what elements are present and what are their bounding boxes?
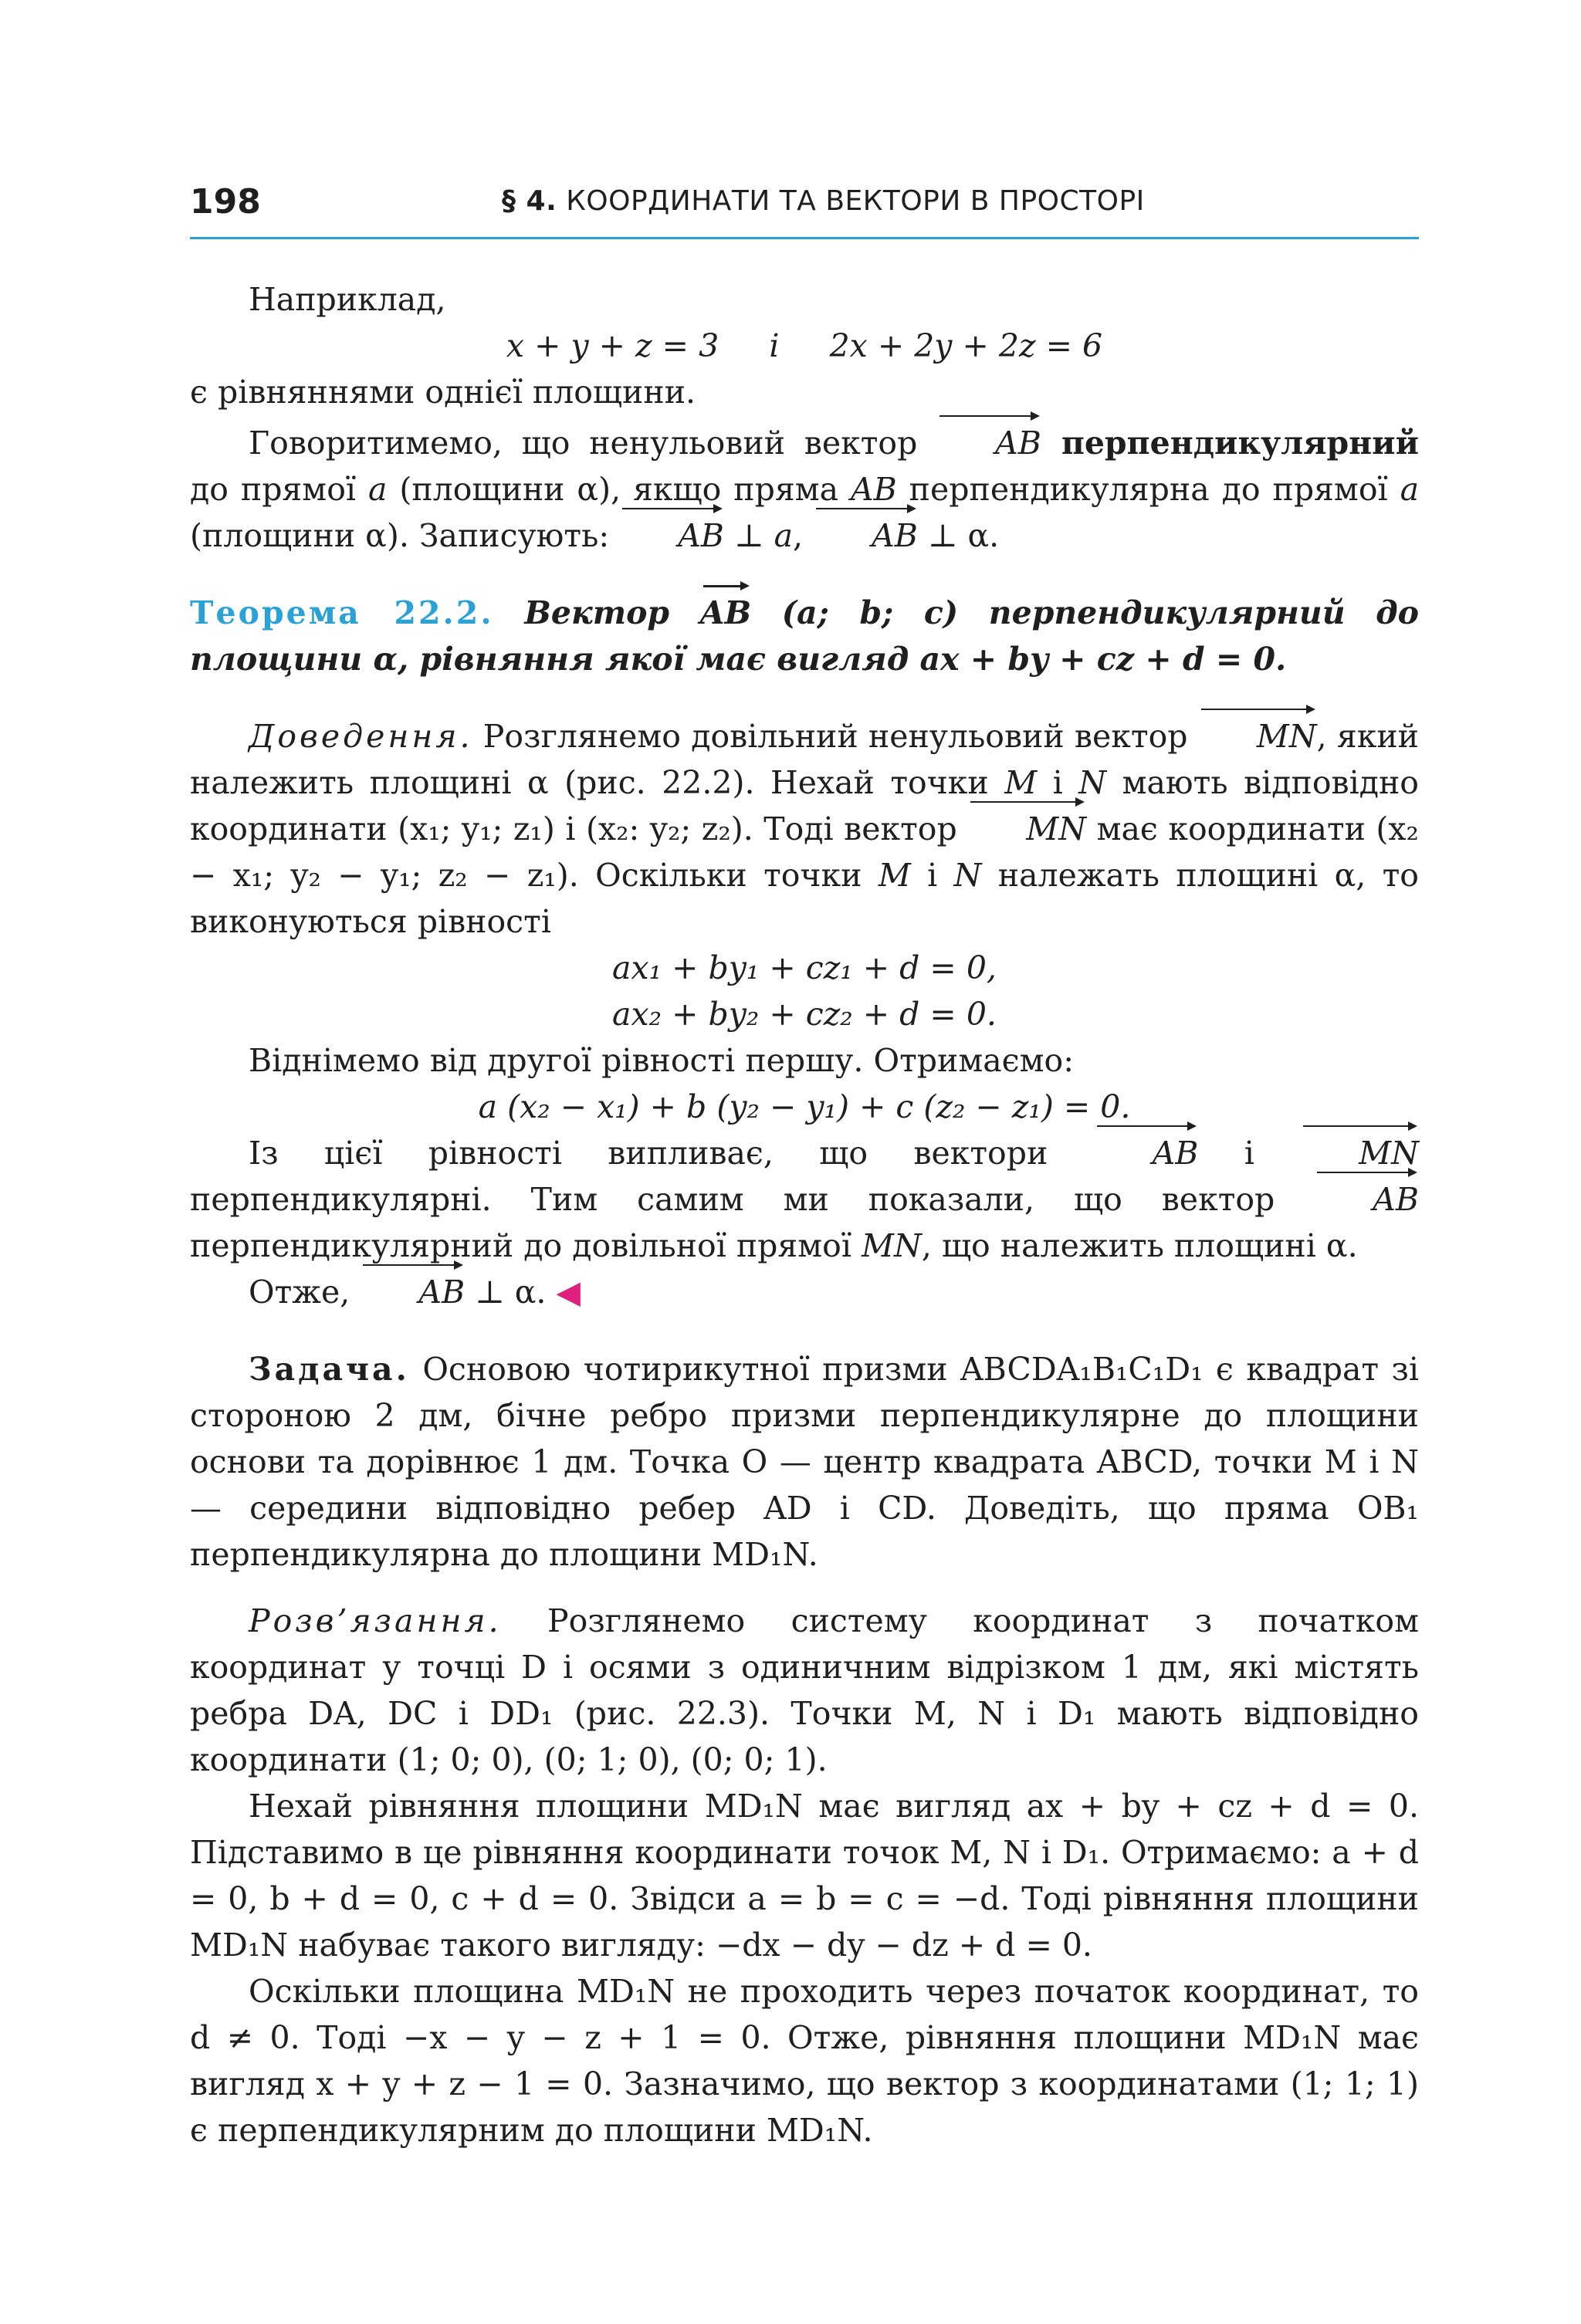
text-line: Віднімемо від другої рівності першу. Отримаємо: <box>249 1042 1075 1079</box>
text-span: Говоритимемо, що ненульовий вектор <box>249 425 937 462</box>
solution-paragraph: Оскільки площина MD₁N не проходить через початок координат, то d ≠ 0. Тоді −x − y − z + 1 = 0. Отже, рівняння площини MD₁N має вигляд x + y + z − 1 = 0. Зазначимо, що вектор з координатами (1; 1; 1) є перпендикулярним до площини MD₁N. <box>190 1973 1419 2149</box>
task-label: Задача. <box>249 1351 410 1388</box>
qed-marker-icon: ◀ <box>556 1274 581 1311</box>
vector-mn: MN <box>1300 1130 1419 1176</box>
text-span: належать площині α, то виконуються рівності <box>190 857 1419 940</box>
vector-ab: AB <box>813 512 918 559</box>
text-line: є рівняннями однієї площини. <box>190 374 696 411</box>
section-title-text: КООРДИНАТИ ТА ВЕКТОРИ В ПРОСТОРІ <box>566 185 1145 217</box>
vector-mn: MN <box>1198 713 1317 759</box>
theorem <box>190 590 1419 682</box>
section-number: § 4. <box>502 185 557 217</box>
text-span: перпендикулярна до прямої <box>896 471 1400 508</box>
text-span: і <box>910 857 954 894</box>
math-var: M <box>1004 764 1038 801</box>
text-span: має координати (x₂ − x₁; y₂ − y₁; z₂ − z₁). Оскільки точки <box>190 810 1419 894</box>
math-var: M <box>878 857 911 894</box>
header-rule <box>190 237 1419 239</box>
text-span: ⊥ α. <box>917 517 1000 554</box>
theorem-text: (a; b; c) перпендикулярний до площини α, рівняння якої має вигляд ax + by + cz + d = 0. <box>190 594 1419 678</box>
math-var: AB <box>851 471 897 508</box>
solution-paragraph <box>190 1598 1419 1783</box>
bold-term: перпендикулярний <box>1041 425 1419 462</box>
task-text: Основою чотирикутної призми ABCDA₁B₁C₁D₁ є квадрат зі стороною 2 дм, бічне ребро призми перпендикулярне до площини основи та дорівнює 1 дм. Точка O — центр квадрата ABCD, точки M і N — середини відповідно ребер AD і CD. Доведіть, що пряма OB₁ перпендикулярна до площини MD₁N. <box>190 1351 1419 1573</box>
text-span: до прямої <box>190 471 368 508</box>
section-title <box>502 185 1145 217</box>
solution-label: Розв’язання. <box>249 1602 502 1639</box>
text-span: , <box>793 517 814 554</box>
equation: x + y + z = 3 і 2x + 2y + 2z = 6 <box>506 327 1103 364</box>
page-body <box>190 276 1419 2153</box>
task-paragraph <box>190 1346 1419 1578</box>
vector-ab: AB <box>1314 1176 1419 1223</box>
proof-end <box>190 1269 1419 1315</box>
equation: a (x₂ − x₁) + b (y₂ − y₁) + c (z₂ − z₁) = 0. <box>478 1088 1131 1125</box>
theorem-text: Вектор <box>493 594 700 631</box>
text-line: Наприклад, <box>249 281 446 318</box>
text-span: (площини α). Записують: <box>190 517 620 554</box>
vector-ab: AB <box>1094 1130 1199 1176</box>
running-header <box>190 176 1419 225</box>
solution-text: Розглянемо систему координат з початком координат у точці D і осями з одиничним відрізком 1 дм, які містять ребра DA, DC і DD₁ (рис. 22.3). Точки M, N і D₁ мають відповідно координати (1; 0; 0), (0; 1; 0), (0; 0; 1). <box>190 1602 1419 1778</box>
math-var: N <box>953 857 982 894</box>
text-span: і <box>1037 764 1079 801</box>
vector-ab: AB <box>360 1269 465 1315</box>
math-var: MN <box>862 1227 922 1264</box>
math-var: a <box>1400 471 1420 508</box>
text-span: ⊥ <box>723 517 774 554</box>
text-span: , який належить площині α (рис. 22.2). Нехай точки <box>190 718 1419 801</box>
text-span: Із цієї рівності випливає, що вектори <box>249 1135 1094 1172</box>
math-var: a <box>774 517 794 554</box>
text-span: перпендикулярний до довільної прямої <box>190 1227 862 1264</box>
math-var: a <box>367 471 388 508</box>
vector-ab: AB <box>700 590 751 636</box>
math-var: N <box>1078 764 1107 801</box>
text-span: і <box>1198 1135 1301 1172</box>
vector-mn: MN <box>967 806 1086 852</box>
text-span: , що належить площині α. <box>921 1227 1358 1264</box>
equation: ax₂ + by₂ + cz₂ + d = 0. <box>612 996 997 1033</box>
text-span: ⊥ α. <box>465 1274 557 1311</box>
text-span: (площини α), якщо пряма <box>387 471 851 508</box>
proof-conclusion <box>190 1130 1419 1269</box>
page-number: 198 <box>190 182 261 222</box>
proof-label: Доведення. <box>249 718 473 755</box>
text-span: Отже, <box>249 1274 361 1311</box>
text-span: Розглянемо довільний ненульовий вектор <box>472 718 1198 755</box>
proof-paragraph <box>190 713 1419 945</box>
vector-ab: AB <box>619 512 724 559</box>
vector-ab: AB <box>936 420 1041 466</box>
paragraph-perpendicular <box>190 420 1419 559</box>
solution-paragraph: Нехай рівняння площини MD₁N має вигляд ax + by + cz + d = 0. Підставимо в це рівняння координати точок M, N і D₁. Отримаємо: a + d = 0, b + d = 0, c + d = 0. Звідси a = b = c = −d. Тоді рівняння площини MD₁N набуває такого вигляду: −dx − dy − dz + d = 0. <box>190 1788 1419 1964</box>
text-span: перпендикулярні. Тим самим ми показали, що вектор <box>190 1181 1315 1218</box>
theorem-label: Теорема 22.2. <box>190 594 494 631</box>
text-span: мають відповідно координати (x₁; y₁; z₁) і (x₂: y₂; z₂). Тоді вектор <box>190 764 1419 847</box>
equation: ax₁ + by₁ + cz₁ + d = 0, <box>612 949 997 986</box>
